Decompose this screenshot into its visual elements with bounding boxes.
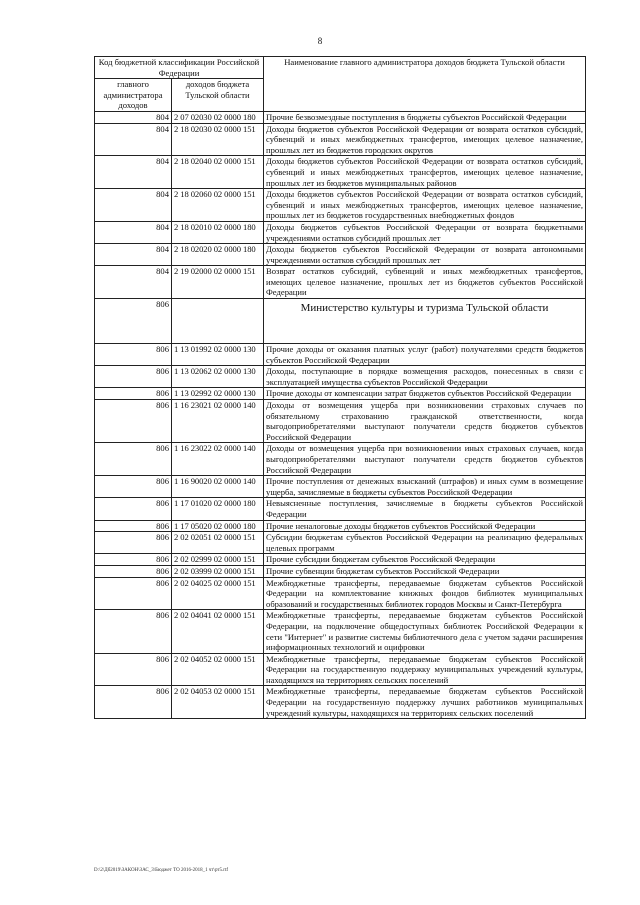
income-code-cell: 2 18 02020 02 0000 180 (172, 244, 264, 266)
table-row (95, 498, 586, 520)
income-name-cell: Прочие доходы от компенсации затрат бюджетов субъектов Российской Федерации (264, 388, 586, 400)
admin-code-cell: 804 (95, 221, 172, 243)
table-row (95, 520, 586, 532)
table-row (95, 400, 586, 443)
table-row (95, 476, 586, 498)
admin-code-cell: 804 (95, 266, 172, 299)
section-title-cell: Министерство культуры и туризма Тульской области (264, 299, 586, 344)
income-code-cell: 1 16 23021 02 0000 140 (172, 400, 264, 443)
income-name-cell: Доходы бюджетов субъектов Российской Федерации от возврата остатков субсидий, субвенций и иных межбюджетных трансфертов, имеющих целевое назначение, прошлых лет из бюджетов муниципальных районов (264, 156, 586, 189)
income-name-cell: Субсидии бюджетам субъектов Российской Федерации на реализацию федеральных целевых программ (264, 532, 586, 554)
table-row (95, 577, 586, 610)
income-code-cell: 2 07 02030 02 0000 180 (172, 111, 264, 123)
income-name-cell: Доходы от возмещения ущерба при возникновении страховых случаев по обязательному страхованию гражданской ответственности, когда выгодоприобретателями выступают получатели средств бюджетов субъектов Российской Федерации (264, 400, 586, 443)
admin-code-cell: 806 (95, 388, 172, 400)
table-row (95, 123, 586, 156)
admin-code-cell: 804 (95, 244, 172, 266)
income-code-cell: 1 16 23022 02 0000 140 (172, 443, 264, 476)
admin-code-cell: 804 (95, 189, 172, 222)
admin-code-cell: 806 (95, 476, 172, 498)
admin-code-cell: 806 (95, 532, 172, 554)
income-name-cell: Межбюджетные трансферты, передаваемые бюджетам субъектов Российской Федерации на комплектование книжных фондов библиотек муниципальных образований и государственных библиотек городов Москвы и Санкт-Петербурга (264, 577, 586, 610)
income-code-cell: 2 02 04052 02 0000 151 (172, 653, 264, 686)
income-name-cell: Доходы от возмещения ущерба при возникновении иных страховых случаев, когда выгодоприобретателями выступают получатели средств бюджетов субъектов Российской Федерации (264, 443, 586, 476)
income-name-cell: Прочие субсидии бюджетам субъектов Российской Федерации (264, 554, 586, 566)
income-name-cell: Прочие субвенции бюджетам субъектов Российской Федерации (264, 565, 586, 577)
table-row (95, 244, 586, 266)
income-code-cell: 2 19 02000 02 0000 151 (172, 266, 264, 299)
income-code-cell: 2 02 02051 02 0000 151 (172, 532, 264, 554)
income-code-cell (172, 299, 264, 344)
footer-file-path: D:\2\Дб2019\ЗАКОН\ЗАС_3\Бюджет ТО 2016-2018_1 чт\рт5.rtf (94, 868, 229, 873)
header-code-group: Код бюджетной классификации Российской Федерации (95, 57, 264, 79)
admin-code-cell: 806 (95, 686, 172, 719)
income-name-cell: Межбюджетные трансферты, передаваемые бюджетам субъектов Российской Федерации, на подключение общедоступных библиотек Российской Федерации к сети "Интернет" и развитие системы библиотечного дела с учетом задачи расширения информационных технологий и оцифровки (264, 610, 586, 653)
income-code-cell: 1 13 02992 02 0000 130 (172, 388, 264, 400)
page-number: 8 (317, 36, 323, 46)
admin-code-cell: 806 (95, 520, 172, 532)
table-row (95, 653, 586, 686)
income-code-cell: 2 18 02010 02 0000 180 (172, 221, 264, 243)
income-code-cell: 1 13 01992 02 0000 130 (172, 344, 264, 366)
table-row (95, 554, 586, 566)
table-row (95, 266, 586, 299)
section-row (95, 299, 586, 344)
income-code-cell: 2 18 02060 02 0000 151 (172, 189, 264, 222)
admin-code-cell: 806 (95, 299, 172, 344)
admin-code-cell: 806 (95, 344, 172, 366)
table-row (95, 388, 586, 400)
income-code-cell: 2 02 02999 02 0000 151 (172, 554, 264, 566)
income-name-cell: Межбюджетные трансферты, передаваемые бюджетам субъектов Российской Федерации на государственную поддержку муниципальных учреждений культуры, находящихся на территориях сельских поселений (264, 653, 586, 686)
table-row (95, 532, 586, 554)
income-code-cell: 2 18 02030 02 0000 151 (172, 123, 264, 156)
admin-code-cell: 806 (95, 498, 172, 520)
income-code-cell: 2 18 02040 02 0000 151 (172, 156, 264, 189)
income-name-cell: Возврат остатков субсидий, субвенций и иных межбюджетных трансфертов, имеющих целевое назначение, прошлых лет из бюджетов субъектов Российской Федерации (264, 266, 586, 299)
admin-code-cell: 806 (95, 554, 172, 566)
admin-code-cell: 804 (95, 123, 172, 156)
income-code-cell: 1 16 90020 02 0000 140 (172, 476, 264, 498)
header-name-column: Наименование главного администратора доходов бюджета Тульской области (264, 57, 586, 112)
admin-code-cell: 806 (95, 443, 172, 476)
income-code-cell: 1 13 02062 02 0000 130 (172, 366, 264, 388)
table-body (95, 111, 586, 718)
table-row (95, 156, 586, 189)
table-row (95, 111, 586, 123)
income-name-cell: Доходы бюджетов субъектов Российской Федерации от возврата бюджетными учреждениями остатков субсидий прошлых лет (264, 221, 586, 243)
table-row (95, 443, 586, 476)
table-row (95, 565, 586, 577)
income-code-cell: 2 02 04025 02 0000 151 (172, 577, 264, 610)
income-name-cell: Прочие неналоговые доходы бюджетов субъектов Российской Федерации (264, 520, 586, 532)
header-admin-column: главного администратора доходов (95, 79, 172, 112)
income-name-cell: Доходы бюджетов субъектов Российской Федерации от возврата автономными учреждениями остатков субсидий прошлых лет (264, 244, 586, 266)
income-name-cell: Доходы бюджетов субъектов Российской Федерации от возврата остатков субсидий, субвенций и иных межбюджетных трансфертов, имеющих целевое назначение, прошлых лет из бюджетов государственных внебюджетных фондов (264, 189, 586, 222)
income-name-cell: Доходы, поступающие в порядке возмещения расходов, понесенных в связи с эксплуатацией имущества субъектов Российской Федерации (264, 366, 586, 388)
income-name-cell: Межбюджетные трансферты, передаваемые бюджетам субъектов Российской Федерации на государственную поддержку лучших работников муниципальных учреждений культуры, находящихся на территориях сельских поселений (264, 686, 586, 719)
admin-code-cell: 804 (95, 156, 172, 189)
admin-code-cell: 804 (95, 111, 172, 123)
admin-code-cell: 806 (95, 366, 172, 388)
income-name-cell: Доходы бюджетов субъектов Российской Федерации от возврата остатков субсидий, субвенций и иных межбюджетных трансфертов, имеющих целевое назначение, прошлых лет из бюджетов городских округов (264, 123, 586, 156)
table-row (95, 344, 586, 366)
admin-code-cell: 806 (95, 577, 172, 610)
admin-code-cell: 806 (95, 400, 172, 443)
income-code-cell: 2 02 04041 02 0000 151 (172, 610, 264, 653)
table-row (95, 189, 586, 222)
admin-code-cell: 806 (95, 653, 172, 686)
income-name-cell: Прочие поступления от денежных взысканий (штрафов) и иных сумм в возмещение ущерба, зачисляемые в бюджеты субъектов Российской Федерации (264, 476, 586, 498)
admin-code-cell: 806 (95, 610, 172, 653)
table-row (95, 366, 586, 388)
table-row (95, 221, 586, 243)
header-income-column: доходов бюджета Тульской области (172, 79, 264, 112)
income-code-cell: 2 02 03999 02 0000 151 (172, 565, 264, 577)
income-name-cell: Прочие доходы от оказания платных услуг (работ) получателями средств бюджетов субъектов Российской Федерации (264, 344, 586, 366)
income-code-cell: 1 17 05020 02 0000 180 (172, 520, 264, 532)
income-code-cell: 1 17 01020 02 0000 180 (172, 498, 264, 520)
income-code-cell: 2 02 04053 02 0000 151 (172, 686, 264, 719)
income-name-cell: Невыясненные поступления, зачисляемые в бюджеты субъектов Российской Федерации (264, 498, 586, 520)
income-name-cell: Прочие безвозмездные поступления в бюджеты субъектов Российской Федерации (264, 111, 586, 123)
budget-classification-table (94, 56, 586, 719)
admin-code-cell: 806 (95, 565, 172, 577)
table-row (95, 686, 586, 719)
table-row (95, 610, 586, 653)
